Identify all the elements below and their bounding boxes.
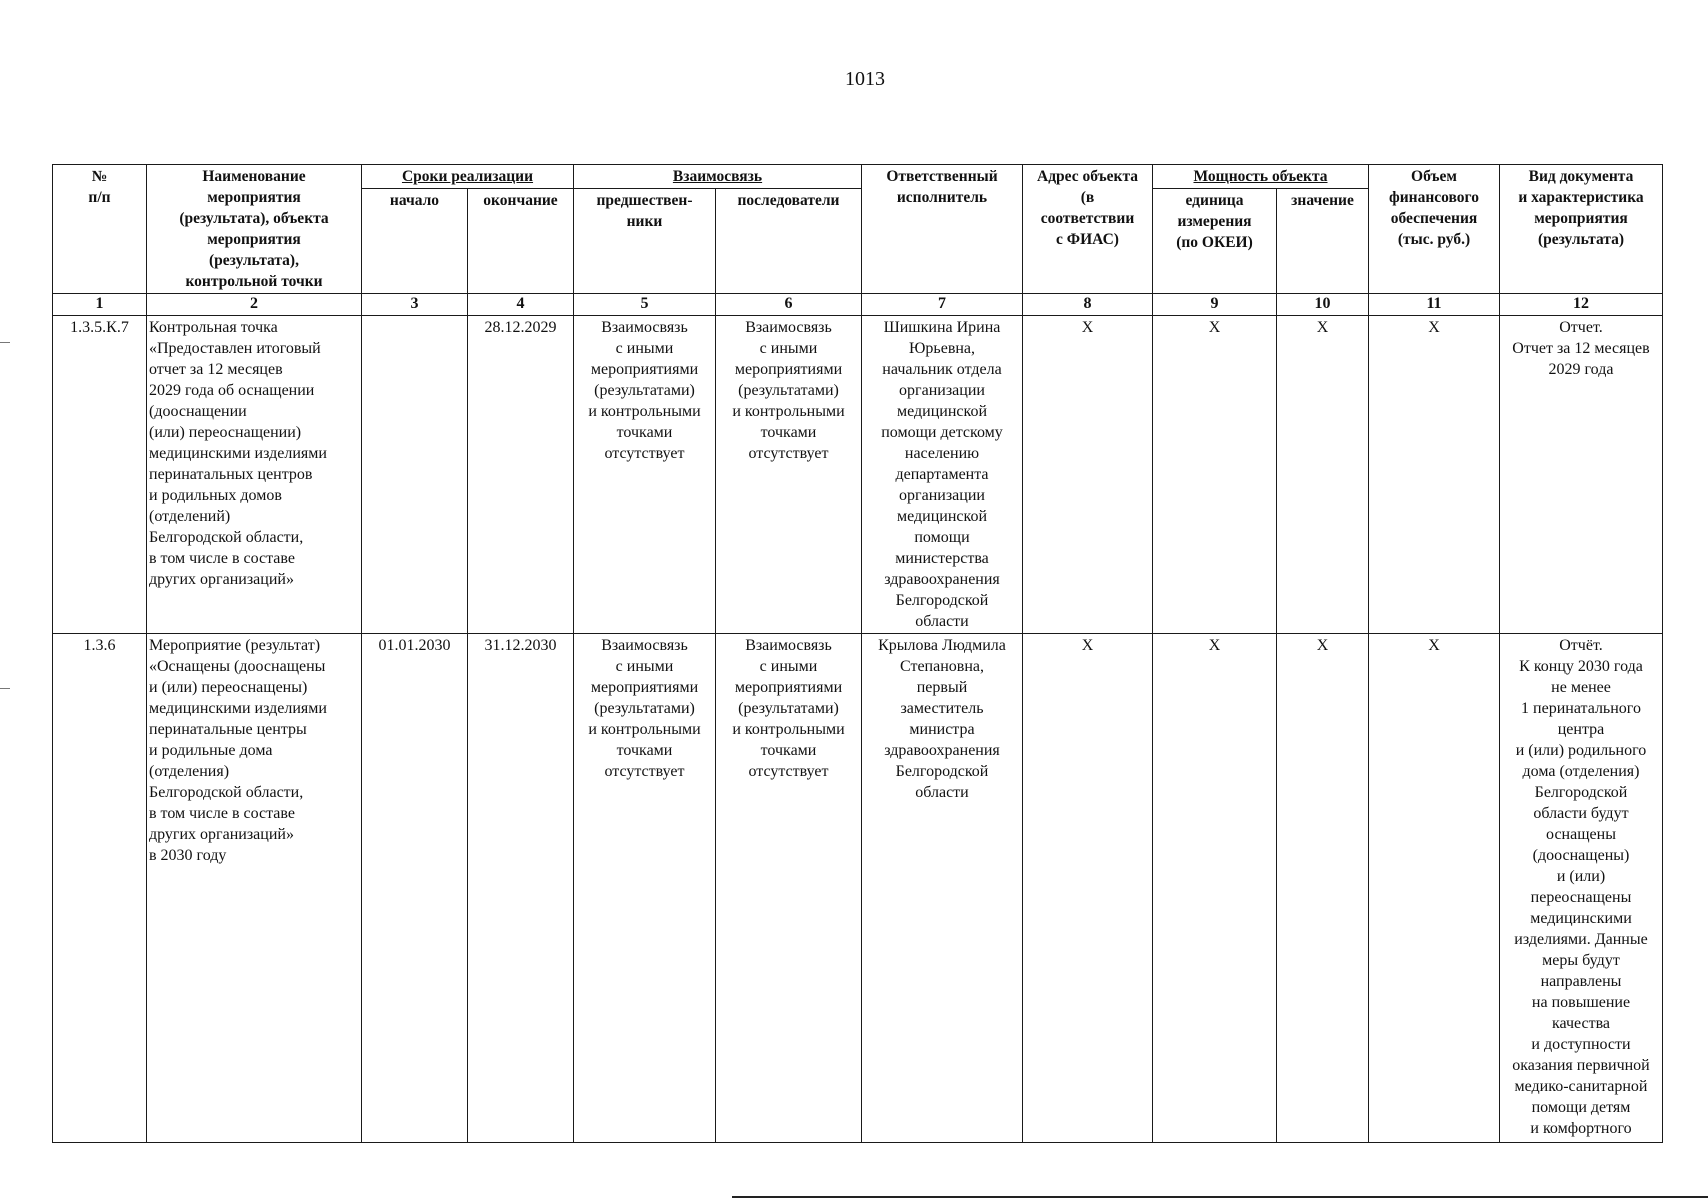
- row-unit: Х: [1153, 634, 1277, 1143]
- header-value: значение: [1277, 189, 1369, 294]
- column-number: 11: [1369, 294, 1500, 316]
- column-number: 7: [862, 294, 1023, 316]
- column-number: 4: [468, 294, 574, 316]
- row-responsible: Крылова Людмила Степановна, первый заместитель министра здравоохранения Белгородской области: [862, 634, 1023, 1143]
- column-number: 8: [1023, 294, 1153, 316]
- header-address: Адрес объекта (в соответствии с ФИАС): [1023, 165, 1153, 294]
- row-start: 01.01.2030: [362, 634, 468, 1143]
- row-value: Х: [1277, 634, 1369, 1143]
- row-name: Контрольная точка «Предоставлен итоговый отчет за 12 месяцев 2029 года об оснащении (дооснащении (или) переоснащении) медицинскими изделиями перинатальных центров и родильных домов (отделений) Белгородской области, в том числе в составе других организаций»: [147, 316, 362, 634]
- table-row: [53, 316, 1663, 634]
- header-successors: последователи: [716, 189, 862, 294]
- scan-edge-mark: [0, 342, 10, 343]
- row-predecessors: Взаимосвязь с иными мероприятиями (результатами) и контрольными точками отсутствует: [574, 634, 716, 1143]
- header-name: Наименование мероприятия (результата), объекта мероприятия (результата), контрольной точки: [147, 165, 362, 294]
- column-number: 12: [1500, 294, 1663, 316]
- header-unit: единица измерения (по ОКЕИ): [1153, 189, 1277, 294]
- row-document: Отчёт. К концу 2030 года не менее 1 перинатального центра и (или) родильного дома (отделения) Белгородской области будут оснащены (дооснащены) и (или) переоснащены медицинскими изделиями. Данные меры будут направлены на повышение качества и доступности оказания первичной медико-санитарной помощи детям и комфортного: [1500, 634, 1663, 1143]
- column-number: 10: [1277, 294, 1369, 316]
- column-number: 1: [53, 294, 147, 316]
- row-successors: Взаимосвязь с иными мероприятиями (результатами) и контрольными точками отсутствует: [716, 316, 862, 634]
- column-number: 5: [574, 294, 716, 316]
- header-end: окончание: [468, 189, 574, 294]
- page-number: 1013: [845, 68, 885, 90]
- header-capacity: Мощность объекта: [1153, 165, 1369, 189]
- column-number: 2: [147, 294, 362, 316]
- row-start: [362, 316, 468, 634]
- header-predecessors: предшествен- ники: [574, 189, 716, 294]
- row-number: 1.3.5.К.7: [53, 316, 147, 634]
- row-address: Х: [1023, 316, 1153, 634]
- header-finance: Объем финансового обеспечения (тыс. руб.): [1369, 165, 1500, 294]
- column-number: 9: [1153, 294, 1277, 316]
- scan-edge-mark: [0, 688, 10, 689]
- row-successors: Взаимосвязь с иными мероприятиями (результатами) и контрольными точками отсутствует: [716, 634, 862, 1143]
- row-finance: Х: [1369, 634, 1500, 1143]
- column-number: 3: [362, 294, 468, 316]
- table-row: [53, 634, 1663, 1143]
- row-number: 1.3.6: [53, 634, 147, 1143]
- row-finance: Х: [1369, 316, 1500, 634]
- row-address: Х: [1023, 634, 1153, 1143]
- row-end: 31.12.2030: [468, 634, 574, 1143]
- column-number-row: [53, 294, 1663, 316]
- row-document: Отчет. Отчет за 12 месяцев 2029 года: [1500, 316, 1663, 634]
- bottom-rule: [732, 1196, 1708, 1198]
- header-links: Взаимосвязь: [574, 165, 862, 189]
- row-value: Х: [1277, 316, 1369, 634]
- header-document: Вид документа и характеристика мероприятия (результата): [1500, 165, 1663, 294]
- header-timing: Сроки реализации: [362, 165, 574, 189]
- column-number: 6: [716, 294, 862, 316]
- header-start: начало: [362, 189, 468, 294]
- row-responsible: Шишкина Ирина Юрьевна, начальник отдела организации медицинской помощи детскому населению департамента организации медицинской помощи министерства здравоохранения Белгородской области: [862, 316, 1023, 634]
- row-predecessors: Взаимосвязь с иными мероприятиями (результатами) и контрольными точками отсутствует: [574, 316, 716, 634]
- row-end: 28.12.2029: [468, 316, 574, 634]
- header-number: № п/п: [53, 165, 147, 294]
- row-name: Мероприятие (результат) «Оснащены (дооснащены и (или) переоснащены) медицинскими изделиями перинатальные центры и родильные дома (отделения) Белгородской области, в том числе в составе других организаций» в 2030 году: [147, 634, 362, 1143]
- header-responsible: Ответственный исполнитель: [862, 165, 1023, 294]
- plan-table: [52, 164, 1663, 1143]
- row-unit: Х: [1153, 316, 1277, 634]
